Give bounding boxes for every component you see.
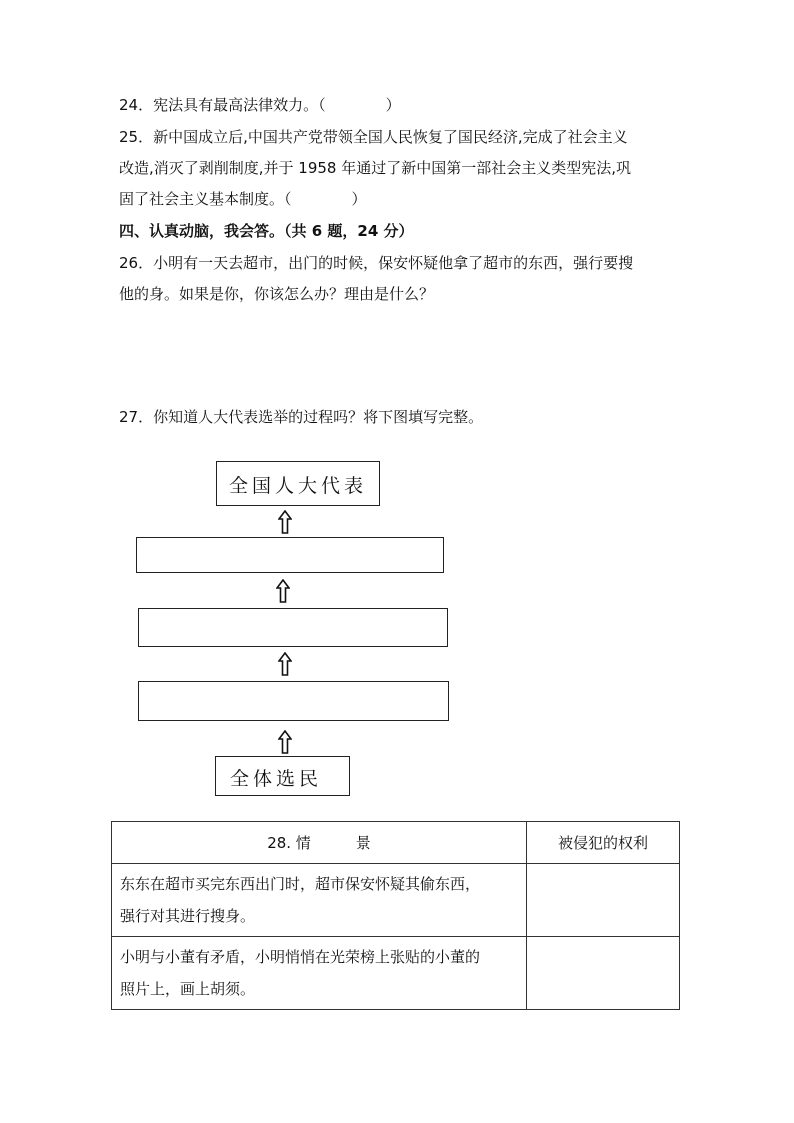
top-box (216, 461, 380, 506)
question-27: 27．你知道人大代表选举的过程吗？将下图填写完整。 (119, 408, 484, 426)
situation-cell (112, 864, 527, 937)
situation-line: 东东在超市买完东西出门时，超市保安怀疑其偷东西， (120, 875, 481, 893)
question-26-line-1: 26．小明有一天去超市，出门的时候，保安怀疑他拿了超市的东西，强行要搜 (119, 254, 634, 272)
section-4-heading: 四、认真动脑，我会答。（共 6 题，24 分） (119, 222, 414, 240)
situation-line: 强行对其进行搜身。 (120, 907, 256, 925)
up-arrow-icon (278, 730, 292, 754)
table-row (112, 864, 680, 937)
up-arrow-icon (278, 652, 292, 676)
election-process-diagram (118, 452, 458, 804)
blank-box-level-1[interactable] (138, 681, 449, 721)
rights-table (111, 821, 680, 1010)
header-situation: 28. 情 景 (112, 822, 527, 864)
up-arrow-icon (278, 510, 292, 534)
question-24: 24．宪法具有最高法律效力。（ ） (119, 96, 401, 114)
bottom-box (215, 756, 350, 796)
question-25-line-2: 改造,消灭了剥削制度,并于 1958 年通过了新中国第一部社会主义类型宪法,巩 (119, 159, 632, 177)
question-25-line-1: 25．新中国成立后,中国共产党带领全国人民恢复了国民经济,完成了社会主义 (119, 128, 628, 146)
table-row (112, 937, 680, 1010)
up-arrow-icon (276, 579, 290, 603)
answer-cell[interactable] (527, 937, 680, 1010)
top-box-label: 全国人大代表 (229, 475, 368, 497)
situation-cell (112, 937, 527, 1010)
blank-box-level-3[interactable] (136, 537, 444, 573)
situation-line: 小明与小董有矛盾，小明悄悄在光荣榜上张贴的小董的 (120, 948, 481, 966)
question-26-line-2: 他的身。如果是你，你该怎么办？理由是什么？ (119, 285, 435, 303)
answer-cell[interactable] (527, 864, 680, 937)
situation-line: 照片上，画上胡须。 (120, 980, 256, 998)
header-violated-right: 被侵犯的权利 (527, 822, 680, 864)
table-header-row (112, 822, 680, 864)
question-25-line-3: 固了社会主义基本制度。（ ） (119, 190, 367, 208)
bottom-box-label: 全体选民 (230, 768, 323, 790)
blank-box-level-2[interactable] (138, 608, 448, 647)
